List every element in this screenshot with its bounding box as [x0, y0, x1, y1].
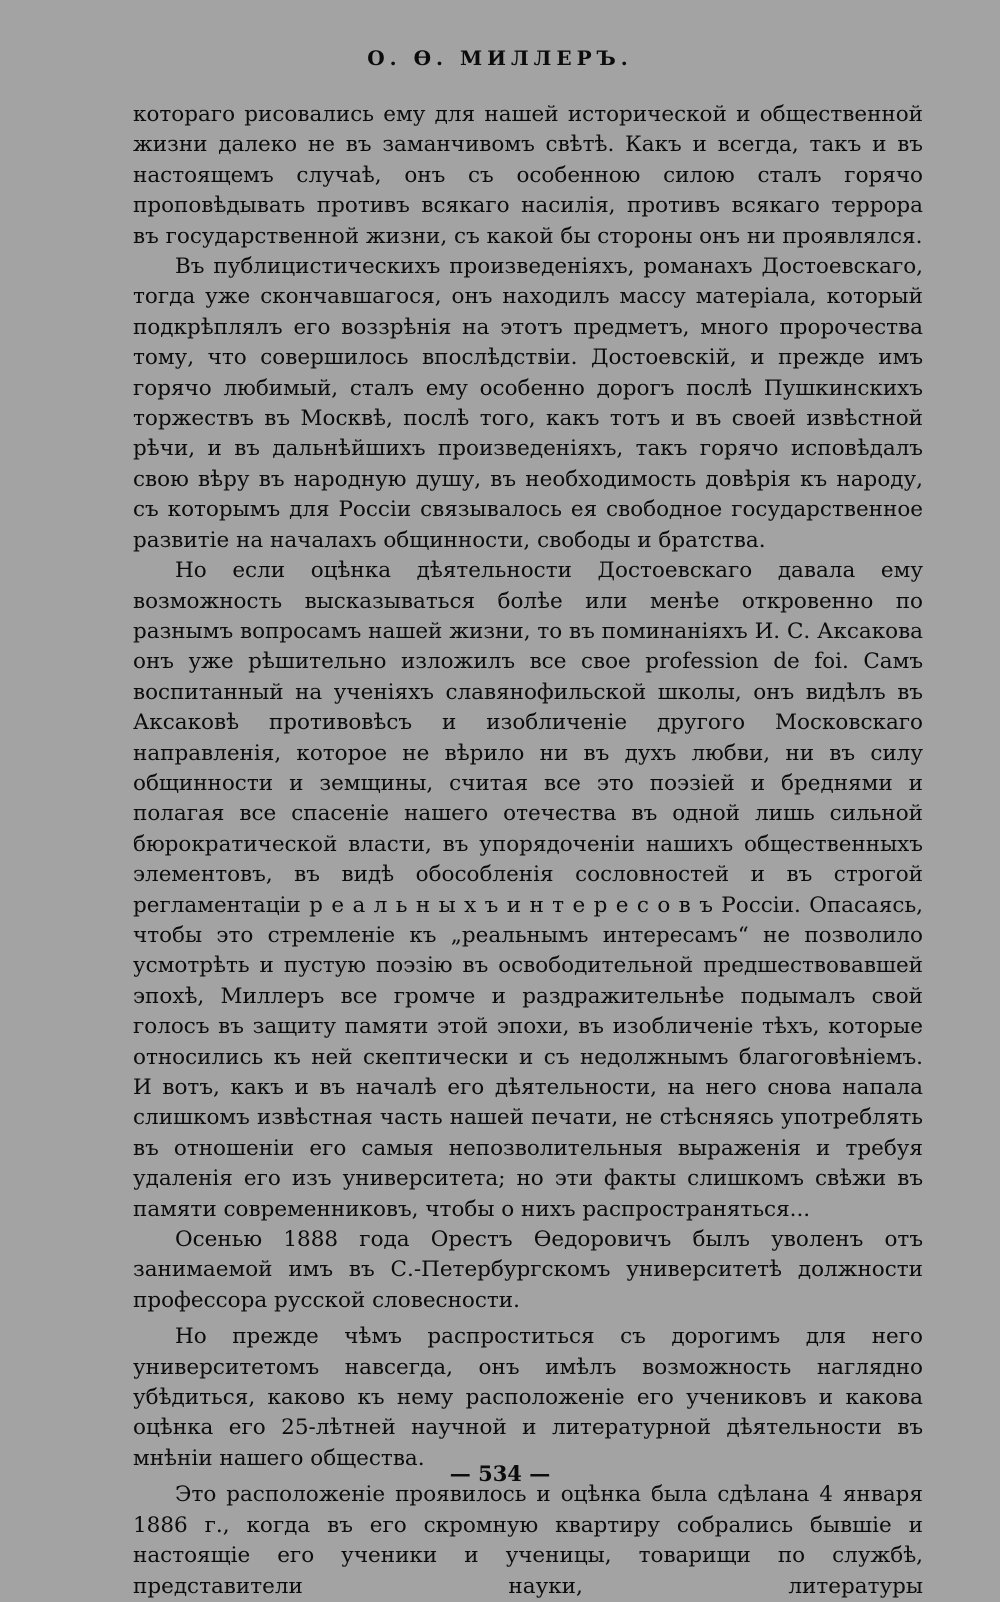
paragraph-6: Это расположеніе проявилось и оцѣнка была сдѣлана 4 января 1886 г., когда въ его скромную квартиру собрались бывшіе и настоящіе его ученики и ученицы, товарищи по службѣ, представители науки, литературы	[133, 1482, 923, 1599]
running-title: О. Ѳ. МИЛЛЕРЪ.	[367, 46, 633, 70]
paragraph-4: Осенью 1888 года Орестъ Ѳедоровичъ былъ уволенъ отъ занимаемой имъ въ С.-Петербургскомъ университетѣ должности профессора русской словесности.	[133, 1227, 923, 1313]
paragraph-3: Но если оцѣнка дѣятельности Достоевскаго давала ему возможность высказываться болѣе или менѣе откровенно по разнымъ вопросамъ нашей жизни, то въ поминаніяхъ И. С. Аксакова онъ уже рѣшительно изложилъ все свое profession de foi. Самъ воспитанный на ученіяхъ славянофильской школы, онъ видѣлъ въ Аксаковѣ противовѣсъ и изобличеніе другого Московскаго направленія, которое не вѣрило ни въ духъ любви, ни въ силу общинности и земщины, считая все это поэзіей и бреднями и полагая все спасеніе нашего отечества въ одной лишь сильной бюрократической власти, въ упорядоченіи нашихъ общественныхъ элементовъ, въ видѣ обособленія сословностей и въ строгой регламентаціи р е а л ь н ы х ъ и н т е р е с о в ъ Россіи. Опасаясь, чтобы это стремленіе къ „реальнымъ интересамъ“ не позволило усмотрѣть и пустую поэзію въ освободительной предшествовавшей эпохѣ, Миллеръ все громче и раздражительнѣе подымалъ свой голосъ въ защиту памяти этой эпохи, въ изобличеніе тѣхъ, которые относились къ ней скептически и съ недолжнымъ благоговѣніемъ. И вотъ, какъ и въ началѣ его дѣятельности, на него снова напала слишкомъ извѣстная часть нашей печати, не стѣсняясь употреблять въ отношеніи его самыя непозволительныя выраженія и требуя удаленія его изъ университета; но эти факты слишкомъ свѣжи въ памяти современниковъ, чтобы о нихъ распространяться...	[133, 558, 923, 1222]
paragraph-5: Но прежде чѣмъ распроститься съ дорогимъ для него университетомъ навсегда, онъ имѣлъ возможность наглядно убѣдиться, каково къ нему расположеніе его учениковъ и какова оцѣнка его 25-лѣтней научной и литературной дѣятельности въ мнѣніи нашего общества.	[133, 1324, 923, 1471]
paragraph-1: котораго рисовались ему для нашей исторической и общественной жизни далеко не въ заманчивомъ свѣтѣ. Какъ и всегда, такъ и въ настоящемъ случаѣ, онъ съ особенною силою сталъ горячо проповѣдывать противъ всякаго насилія, противъ всякаго террора въ государственной жизни, съ какой бы стороны онъ ни проявлялся.	[133, 102, 923, 249]
body-text	[133, 100, 923, 1602]
paragraph-2: Въ публицистическихъ произведеніяхъ, романахъ Достоевскаго, тогда уже скончавшагося, онъ находилъ массу матеріала, который подкрѣплялъ его воззрѣнія на этотъ предметъ, много пророчества тому, что совершилось впослѣдствіи. Достоевскій, и прежде имъ горячо любимый, сталъ ему особенно дорогъ послѣ Пушкинскихъ торжествъ въ Москвѣ, послѣ того, какъ тотъ и въ своей извѣстной рѣчи, и въ дальнѣйшихъ произведеніяхъ, такъ горячо исповѣдалъ свою вѣру въ народную душу, въ необходимость довѣрія къ народу, съ которымъ для Россіи связывалось ея свободное государственное развитіе на началахъ общинности, свободы и братства.	[133, 254, 923, 553]
page-number: — 534 —	[449, 1461, 551, 1486]
